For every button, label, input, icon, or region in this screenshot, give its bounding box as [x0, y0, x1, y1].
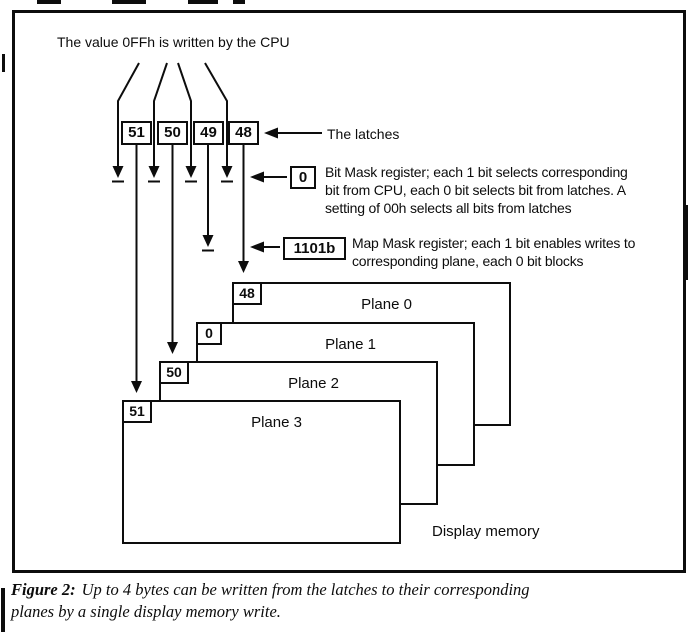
bit-mask-box: 0 — [290, 166, 316, 189]
figure-caption — [11, 579, 687, 623]
scan-artifact-top-1 — [37, 0, 61, 4]
caption-line-1 — [11, 579, 687, 601]
plane-1-byte-tab: 0 — [196, 322, 222, 345]
plane-3-label: Plane 3 — [251, 414, 302, 431]
caption-line-2: planes by a single display memory write. — [11, 602, 281, 621]
caption-line-1-text: Up to 4 bytes can be written from the latches to their corresponding — [81, 580, 530, 599]
plane-2-label: Plane 2 — [288, 375, 339, 392]
latches-label: The latches — [327, 126, 400, 142]
display-memory-label: Display memory — [432, 523, 540, 540]
latch-box-51: 51 — [121, 121, 152, 145]
scan-artifact-top-4 — [233, 0, 245, 4]
map-mask-box: 1101b — [283, 237, 346, 260]
map-mask-description-line-1: Map Mask register; each 1 bit enables writes to — [352, 235, 636, 251]
latch-box-48: 48 — [228, 121, 259, 145]
scan-artifact-left-2 — [1, 588, 5, 632]
scan-artifact-top-2 — [112, 0, 146, 4]
latch-box-50: 50 — [157, 121, 188, 145]
plane-1-label: Plane 1 — [325, 336, 376, 353]
scan-artifact-left-1 — [2, 54, 5, 72]
scan-artifact-top-3 — [188, 0, 218, 4]
plane-3-byte-tab: 51 — [122, 400, 152, 423]
bit-mask-description-line-2: bit from CPU, each 0 bit selects bit from latches. A — [325, 182, 626, 198]
plane-0-label: Plane 0 — [361, 296, 412, 313]
map-mask-description-line-2: corresponding plane, each 0 bit blocks — [352, 253, 584, 269]
latch-box-49: 49 — [193, 121, 224, 145]
plane-3-rect — [122, 400, 401, 544]
caption-figure-number: Figure 2: — [11, 580, 76, 599]
bit-mask-description-line-3: setting of 00h selects all bits from latches — [325, 200, 572, 216]
plane-2-byte-tab: 50 — [159, 361, 189, 384]
plane-0-byte-tab: 48 — [232, 282, 262, 305]
scan-artifact-right-1 — [683, 205, 688, 280]
cpu-value-label: The value 0FFh is written by the CPU — [57, 34, 290, 50]
bit-mask-description-line-1: Bit Mask register; each 1 bit selects corresponding — [325, 164, 628, 180]
